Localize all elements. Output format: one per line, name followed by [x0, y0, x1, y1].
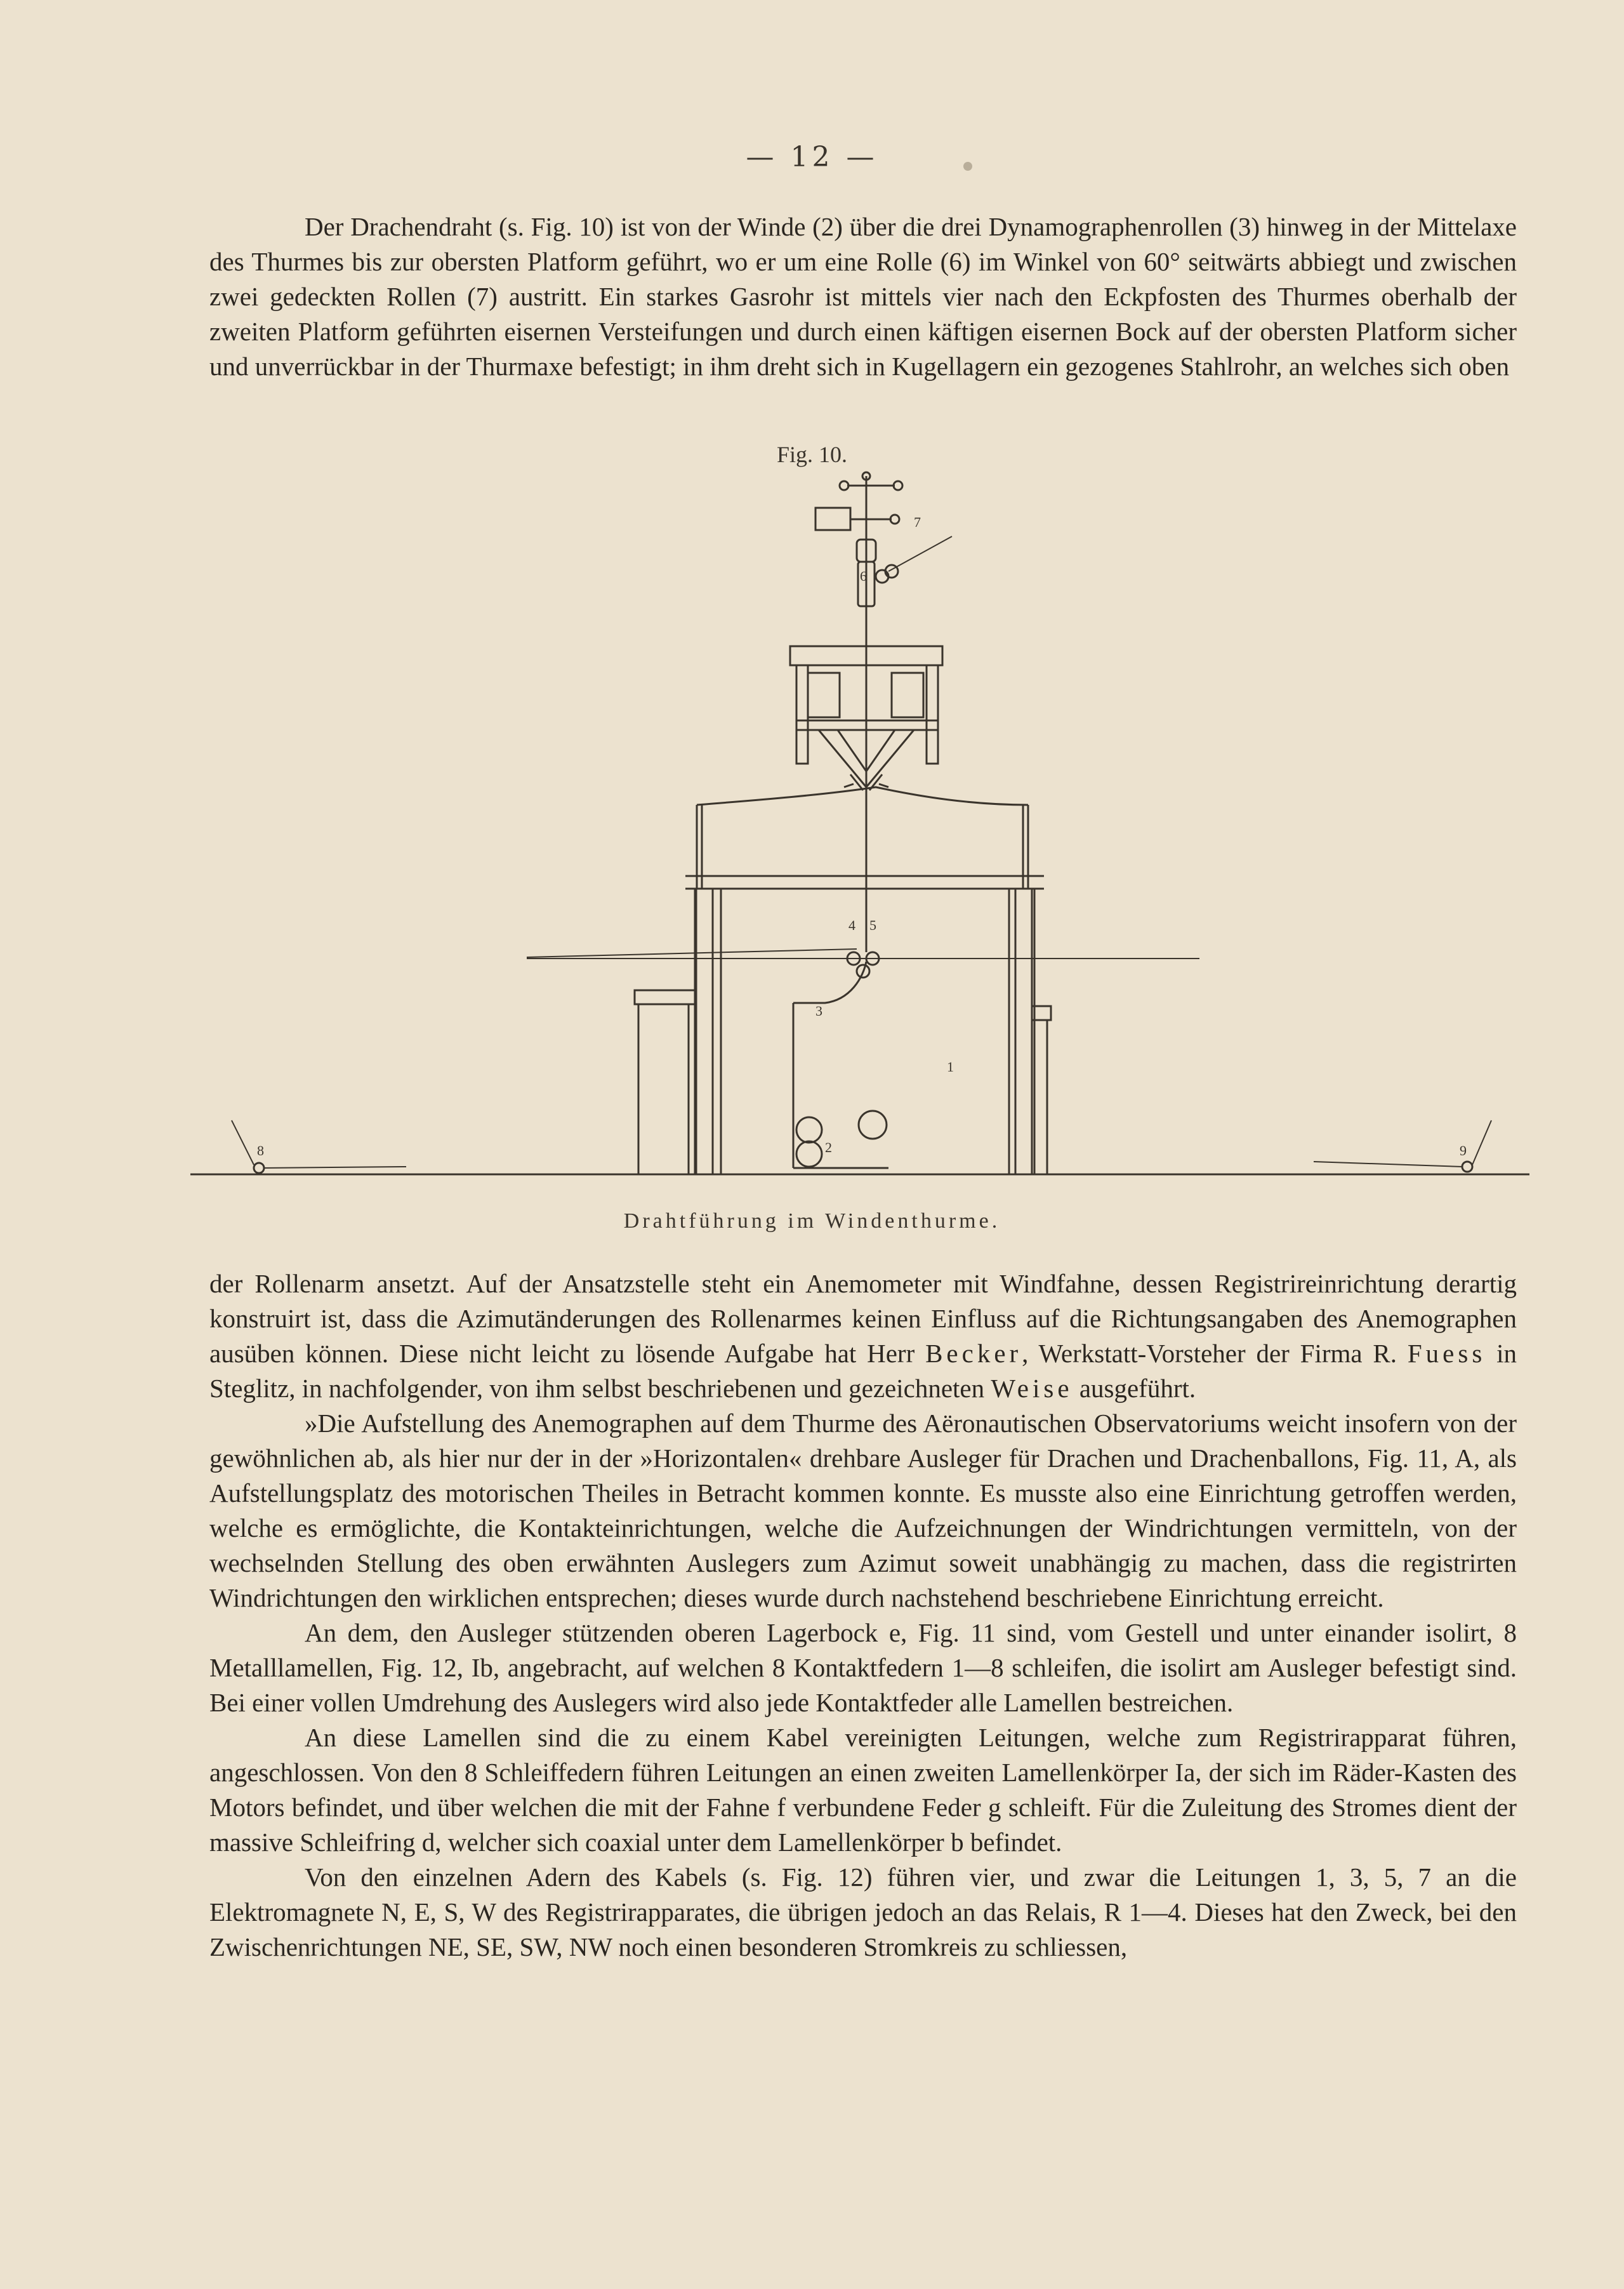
paragraph-4: An diese Lamellen sind die zu einem Kabel vereinigten Leitungen, welche zum Registrirapparat führen, angeschlossen. Von den 8 Schleiffedern führen Leitungen an einen zweiten Lamellenkörper Ia, der sich im Räder-Kasten des Motors befindet, und über welchen die mit der Fahne f verbundene Feder g schleift. Für die Zuleitung des Stromes dient der massive Schleifring d, welcher sich coaxial unter dem Lamellenkörper b befindet. — [209, 1723, 1517, 1857]
page-number: — 12 — — [746, 141, 878, 173]
label-8: 8 — [257, 1143, 264, 1158]
figure-numbers — [257, 514, 1467, 1158]
label-7: 7 — [914, 514, 921, 530]
paragraph-2: »Die Aufstellung des Anemographen auf dem Thurme des Aëronautischen Observatoriums weicht insofern von der gewöhnlichen ab, als hier nur der in der »Horizontalen« drehbare Ausleger für Drachen und Drachenballons, Fig. 11, A, als Aufstellungsplatz des motorischen Theiles in Betracht kommen konnte. Es musste also eine Einrichtung getroffen werden, welche es ermöglichte, die Kontakteinrichtungen, welche die Aufzeichnungen der Windrichtungen vermitteln, von der wechselnden Stellung des oben erwähnten Auslegers zum Azimut soweit unabhängig zu machen, dass die registrirten Windrichtungen den wirklichen entsprechen; dieses wurde durch nachstehend beschriebene Einrichtung erreicht. — [209, 1409, 1517, 1612]
label-3: 3 — [815, 1003, 822, 1019]
word-weise: Weise — [991, 1374, 1073, 1403]
anemometer — [815, 472, 952, 646]
label-6: 6 — [860, 568, 867, 584]
p1-part-c: in Steglitz, in nachfolgender, von ihm selbst beschriebenen und gezeichneten — [209, 1339, 1517, 1403]
paragraph-continued — [209, 1266, 1517, 1406]
p1-part-b: , Werkstatt-Vorsteher der Firma R. — [1022, 1339, 1397, 1368]
figure-label: Fig. 10. — [776, 442, 848, 467]
paragraph-5: Von den einzelnen Adern des Kabels (s. Fig. 12) führen vier, und zwar die Leitungen 1, 3, 5, 7 an die Elektromagnete N, E, S, W des Registrirapparates, die übrigen jedoch an das Relais, R 1—4. Dieses hat den Zweck, bei den Zwischenrichtungen NE, SE, SW, NW noch einen besonderen Stromkreis zu schliessen, — [209, 1862, 1517, 1961]
figure-caption: Drahtführung im Windenthurme. — [623, 1209, 1001, 1233]
paper-spot — [963, 162, 972, 171]
label-4: 4 — [848, 917, 855, 933]
guy-wires — [232, 1120, 1491, 1173]
name-fuess: Fuess — [1407, 1339, 1486, 1368]
p1-part-a: der Rollenarm ansetzt. Auf der Ansatzstelle steht ein Anemometer mit Windfahne, dessen Registrireinrichtung derartig konstruirt ist, dass die Azimutänderungen des Rollenarmes keinen Einfluss auf die Richtungsangaben des Anemographen ausüben können. Diese nicht leicht zu lösende Aufgabe hat Herr — [209, 1269, 1517, 1368]
label-1: 1 — [947, 1059, 954, 1075]
paragraph-top — [209, 209, 1517, 384]
name-becker: Becker — [925, 1339, 1022, 1368]
paragraph-1: Der Drachendraht (s. Fig. 10) ist von der Winde (2) über die drei Dynamographenrollen (3) hinweg in der Mittelaxe des Thurmes bis zur obersten Platform geführt, wo er um eine Rolle (6) im Winkel von 60° seitwärts abbiegt und zwischen zwei gedeckten Rollen (7) austritt. Ein starkes Gasrohr ist mittels vier nach den Eckpfosten des Thurmes oberhalb der zweiten Platform geführten eisernen Versteifungen und durch einen käftigen eisernen Bock auf der obersten Platform sicher und unverrückbar in der Thurmaxe befestigt; in ihm dreht sich in Kugellagern ein gezogenes Stahlrohr, an welches sich oben — [209, 212, 1517, 381]
tower-frame — [685, 787, 1044, 1174]
paragraph-3: An dem, den Ausleger stützenden oberen Lagerbock e, Fig. 11 sind, vom Gestell und unter einander isolirt, 8 Metalllamellen, Fig. 12, Ib, angebracht, auf welchen 8 Kontaktfedern 1—8 schleifen, die isolirt am Ausleger befestigt sind. Bei einer vollen Umdrehung des Auslegers wird also jede Kontaktfeder alle Lamellen bestreichen. — [209, 1618, 1517, 1717]
p1-part-d: ausgeführt. — [1079, 1374, 1196, 1403]
label-2: 2 — [825, 1139, 832, 1155]
figure-10-drawing — [190, 470, 1536, 1193]
label-5: 5 — [869, 917, 876, 933]
winch — [793, 952, 888, 1168]
label-9: 9 — [1460, 1143, 1467, 1158]
paragraphs-bottom — [209, 1266, 1517, 1965]
